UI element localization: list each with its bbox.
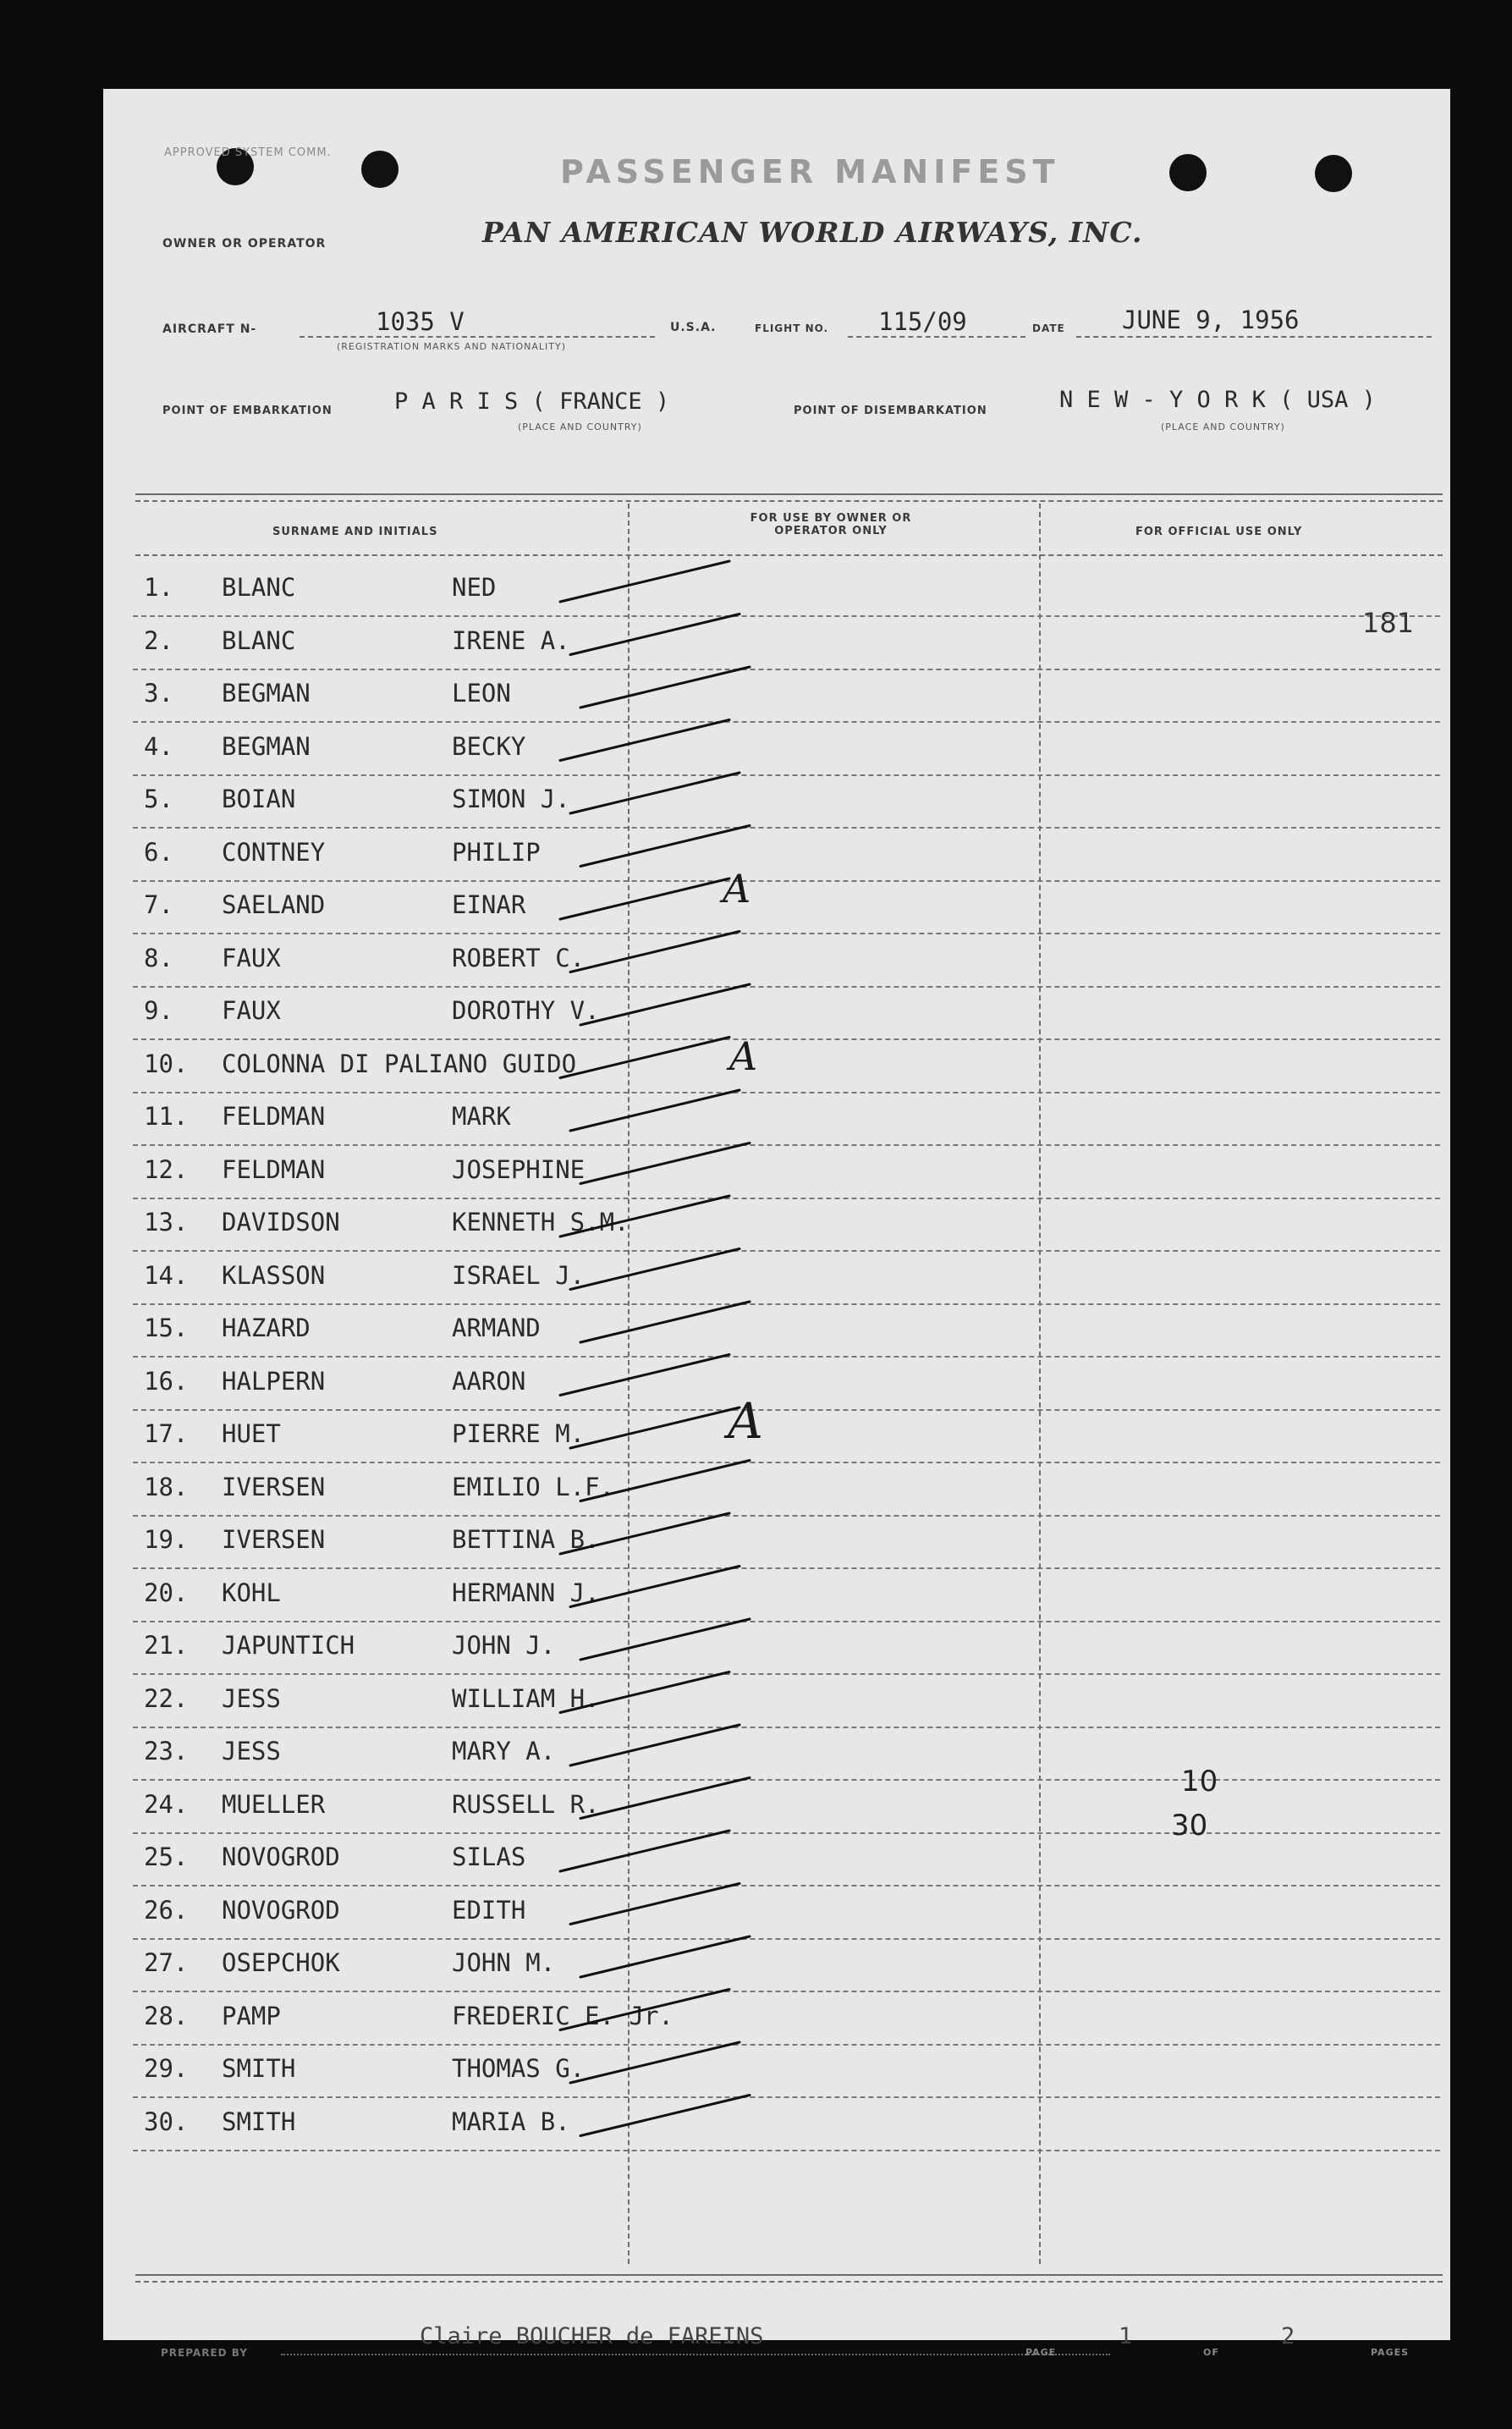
- row-number: 28.: [144, 2001, 189, 2030]
- passenger-given-name: EINAR: [452, 890, 526, 919]
- flight-label: FLIGHT NO.: [755, 322, 829, 334]
- passenger-given-name: EMILIO L.F.: [452, 1472, 615, 1501]
- row-number: 1.: [144, 573, 173, 602]
- passenger-surname: CONTNEY: [222, 837, 326, 867]
- passenger-given-name: BETTINA B.: [452, 1525, 600, 1554]
- passenger-surname: JAPUNTICH: [222, 1631, 355, 1660]
- passenger-row: [103, 1993, 1450, 2046]
- embark-value: P A R I S ( FRANCE ): [394, 388, 670, 415]
- passenger-row: [103, 1728, 1450, 1781]
- passenger-surname: JESS: [222, 1683, 281, 1713]
- passenger-row: [103, 1570, 1450, 1622]
- disembark-caption: (PLACE AND COUNTRY): [1161, 421, 1285, 432]
- operator-name: PAN AMERICAN WORLD AIRWAYS, INC.: [482, 216, 1143, 249]
- aircraft-value: 1035 V: [376, 307, 465, 336]
- owner-label: OWNER OR OPERATOR: [162, 237, 327, 251]
- row-number: 12.: [144, 1154, 189, 1184]
- passenger-surname: SMITH: [222, 2107, 296, 2136]
- passenger-given-name: EDITH: [452, 1895, 526, 1925]
- row-number: 9.: [144, 996, 173, 1025]
- passenger-surname: SMITH: [222, 2054, 296, 2083]
- page-number: 1: [1119, 2323, 1133, 2349]
- row-number: 26.: [144, 1895, 189, 1925]
- passenger-surname: COLONNA DI PALIANO GUIDO: [222, 1049, 577, 1078]
- date-value: JUNE 9, 1956: [1122, 306, 1300, 334]
- passenger-surname: OSEPCHOK: [222, 1948, 340, 1977]
- row-number: 29.: [144, 2054, 189, 2083]
- official-number: 181: [1362, 607, 1415, 639]
- passenger-given-name: SILAS: [452, 1842, 526, 1871]
- passenger-surname: MUELLER: [222, 1789, 326, 1819]
- embark-caption: (PLACE AND COUNTRY): [518, 421, 642, 432]
- row-number: 16.: [144, 1366, 189, 1396]
- official-use-column-header: FOR OFFICIAL USE ONLY: [1135, 526, 1303, 538]
- punch-hole: [361, 151, 399, 188]
- passenger-given-name: KENNETH S.M.: [452, 1208, 630, 1237]
- page-label: PAGE: [1025, 2347, 1057, 2358]
- passenger-surname: BLANC: [222, 573, 296, 602]
- row-number: 4.: [144, 731, 173, 761]
- passenger-surname: PAMP: [222, 2001, 281, 2030]
- row-number: 25.: [144, 1842, 189, 1871]
- passenger-row: [103, 1517, 1450, 1569]
- of-label: OF: [1203, 2347, 1219, 2358]
- passenger-given-name: JOHN M.: [452, 1948, 556, 1977]
- passenger-row: [103, 1358, 1450, 1411]
- aircraft-label: AIRCRAFT N-: [162, 322, 257, 336]
- passenger-row: [103, 882, 1450, 934]
- row-number: 21.: [144, 1631, 189, 1660]
- row-number: 24.: [144, 1789, 189, 1819]
- row-number: 23.: [144, 1737, 189, 1765]
- flight-value: 115/09: [878, 307, 967, 336]
- row-number: 3.: [144, 679, 173, 708]
- row-number: 15.: [144, 1314, 189, 1342]
- passenger-surname: BEGMAN: [222, 679, 311, 708]
- passenger-surname: FAUX: [222, 943, 281, 972]
- mark-a-row-10: A: [729, 1033, 758, 1079]
- official-note-10: 10: [1181, 1765, 1218, 1798]
- passenger-surname: KLASSON: [222, 1260, 326, 1290]
- passenger-surname: BLANC: [222, 625, 296, 655]
- row-number: 30.: [144, 2107, 189, 2136]
- passenger-given-name: WILLIAM H.: [452, 1683, 600, 1713]
- passenger-row: [103, 776, 1450, 829]
- passenger-surname: JESS: [222, 1737, 281, 1765]
- row-number: 10.: [144, 1049, 189, 1078]
- passenger-row: [103, 2046, 1450, 2098]
- passenger-given-name: IRENE A.: [452, 625, 570, 655]
- punch-hole: [1169, 154, 1207, 191]
- passenger-row: [103, 935, 1450, 988]
- passenger-given-name: RUSSELL R.: [452, 1789, 600, 1819]
- passenger-surname: IVERSEN: [222, 1525, 326, 1554]
- passenger-row: [103, 2099, 1450, 2151]
- passenger-given-name: DOROTHY V.: [452, 996, 600, 1025]
- row-number: 14.: [144, 1260, 189, 1290]
- passenger-given-name: HERMANN J.: [452, 1578, 600, 1607]
- passenger-given-name: JOSEPHINE: [452, 1154, 586, 1184]
- pages-label: PAGES: [1371, 2347, 1410, 2358]
- date-label: DATE: [1032, 322, 1065, 334]
- passenger-given-name: MARK: [452, 1102, 511, 1131]
- preparer-name: Claire BOUCHER de FAREINS: [420, 2323, 764, 2349]
- passenger-surname: FAUX: [222, 996, 281, 1025]
- passenger-surname: NOVOGROD: [222, 1842, 340, 1871]
- official-note-30: 30: [1171, 1809, 1208, 1842]
- passenger-surname: FELDMAN: [222, 1102, 326, 1131]
- passenger-row: [103, 1782, 1450, 1834]
- row-number: 19.: [144, 1525, 189, 1554]
- row-number: 8.: [144, 943, 173, 972]
- passenger-surname: HUET: [222, 1419, 281, 1448]
- passenger-surname: BEGMAN: [222, 731, 311, 761]
- disembark-value: N E W - Y O R K ( USA ): [1059, 387, 1376, 413]
- passenger-row: [103, 1305, 1450, 1358]
- passenger-row: [103, 724, 1450, 776]
- registration-caption: (REGISTRATION MARKS AND NATIONALITY): [337, 341, 567, 352]
- row-number: 27.: [144, 1948, 189, 1977]
- passenger-surname: SAELAND: [222, 890, 326, 919]
- approval-note: APPROVED SYSTEM COMM.: [164, 146, 332, 159]
- passenger-row: [103, 829, 1450, 882]
- passenger-row: [103, 1199, 1450, 1252]
- passenger-surname: KOHL: [222, 1578, 281, 1607]
- passenger-surname: HAZARD: [222, 1314, 311, 1342]
- prepared-label: PREPARED BY: [161, 2347, 248, 2359]
- passenger-given-name: FREDERIC E. Jr.: [452, 2001, 674, 2030]
- passenger-row: [103, 1887, 1450, 1940]
- passenger-given-name: PHILIP: [452, 837, 541, 867]
- embark-label: POINT OF EMBARKATION: [162, 405, 333, 417]
- passenger-row: [103, 670, 1450, 723]
- mark-a-row-7: A: [723, 866, 751, 912]
- passenger-given-name: ROBERT C.: [452, 943, 586, 972]
- country-label: U.S.A.: [670, 321, 717, 334]
- passenger-surname: FELDMAN: [222, 1154, 326, 1184]
- passenger-surname: IVERSEN: [222, 1472, 326, 1501]
- manifest-title: PASSENGER MANIFEST: [560, 153, 1060, 190]
- passenger-surname: NOVOGROD: [222, 1895, 340, 1925]
- row-number: 6.: [144, 837, 173, 867]
- manifest-sheet: [103, 89, 1450, 2359]
- row-number: 5.: [144, 785, 173, 813]
- passenger-row: [103, 1622, 1450, 1675]
- passenger-surname: DAVIDSON: [222, 1208, 340, 1237]
- passenger-row: [103, 1041, 1450, 1093]
- passenger-row: [103, 1147, 1450, 1199]
- row-number: 2.: [144, 625, 173, 655]
- passenger-given-name: ARMAND: [452, 1314, 541, 1342]
- passenger-given-name: SIMON J.: [452, 785, 570, 813]
- row-number: 13.: [144, 1208, 189, 1237]
- passenger-row: [103, 618, 1450, 670]
- disembark-label: POINT OF DISEMBARKATION: [794, 405, 987, 417]
- passenger-given-name: MARY A.: [452, 1737, 556, 1765]
- passenger-row: [103, 1676, 1450, 1728]
- owner-use-column-header: FOR USE BY OWNER OR OPERATOR ONLY: [750, 512, 912, 537]
- row-number: 7.: [144, 890, 173, 919]
- punch-hole: [1315, 155, 1352, 192]
- passenger-surname: HALPERN: [222, 1366, 326, 1396]
- names-column-header: SURNAME AND INITIALS: [272, 526, 438, 538]
- passenger-given-name: PIERRE M.: [452, 1419, 586, 1448]
- passenger-given-name: NED: [452, 573, 497, 602]
- passenger-given-name: ISRAEL J.: [452, 1260, 586, 1290]
- passenger-given-name: BECKY: [452, 731, 526, 761]
- passenger-row: [103, 565, 1450, 617]
- row-number: 22.: [144, 1683, 189, 1713]
- passenger-row: [103, 1940, 1450, 1992]
- row-number: 20.: [144, 1578, 189, 1607]
- passenger-given-name: THOMAS G.: [452, 2054, 586, 2083]
- row-number: 17.: [144, 1419, 189, 1448]
- page-count: 2: [1281, 2323, 1295, 2349]
- passenger-given-name: MARIA B.: [452, 2107, 570, 2136]
- passenger-given-name: LEON: [452, 679, 511, 708]
- passenger-row: [103, 1253, 1450, 1305]
- passenger-row: [103, 1411, 1450, 1463]
- passenger-given-name: JOHN J.: [452, 1631, 556, 1660]
- passenger-surname: BOIAN: [222, 785, 296, 813]
- passenger-row: [103, 1093, 1450, 1146]
- passenger-given-name: AARON: [452, 1366, 526, 1396]
- row-divider: [133, 2150, 1440, 2151]
- mark-a-row-17: A: [728, 1392, 763, 1450]
- row-number: 11.: [144, 1102, 189, 1131]
- passenger-row: [103, 1834, 1450, 1886]
- passenger-row: [103, 988, 1450, 1040]
- passenger-row: [103, 1464, 1450, 1517]
- row-number: 18.: [144, 1472, 189, 1501]
